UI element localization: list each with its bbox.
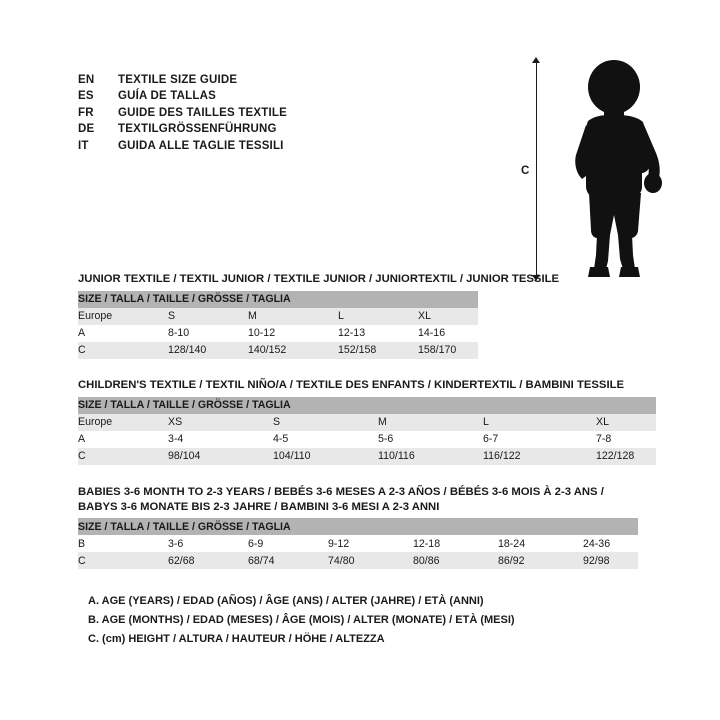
row-cell: 86/92 <box>498 552 583 569</box>
row-cell: 128/140 <box>168 342 248 359</box>
language-title-block <box>78 74 287 156</box>
language-row <box>78 140 287 156</box>
column-head: XS <box>168 414 273 431</box>
row-cell: 104/110 <box>273 448 378 465</box>
column-head: M <box>248 308 338 325</box>
footnote: C. (cm) HEIGHT / ALTURA / HAUTEUR / HÖHE / ALTEZZA <box>88 633 385 645</box>
table-row <box>78 342 478 359</box>
language-title: TEXTILE SIZE GUIDE <box>118 74 238 86</box>
column-head-region: Europe <box>78 308 168 325</box>
section-title-line2: BABYS 3-6 MONATE BIS 2-3 JAHRE / BAMBINI 3-6 MESI A 2-3 ANNI <box>78 500 440 513</box>
row-label: B <box>78 535 168 552</box>
table-column-header <box>78 308 478 325</box>
section-title: CHILDREN'S TEXTILE / TEXTIL NIÑO/A / TEXTILE DES ENFANTS / KINDERTEXTIL / BAMBINI TESSILE <box>78 379 625 391</box>
table-column-header <box>78 414 656 431</box>
row-cell: 80/86 <box>413 552 498 569</box>
measure-axis-line <box>536 61 537 279</box>
row-cell: 158/170 <box>418 342 478 359</box>
row-cell: 12-18 <box>413 535 498 552</box>
table-band-header <box>78 291 478 308</box>
babies-size-table <box>78 518 638 569</box>
row-cell: 8-10 <box>168 325 248 342</box>
language-row <box>78 107 287 123</box>
section-title: JUNIOR TEXTILE / TEXTIL JUNIOR / TEXTILE JUNIOR / JUNIORTEXTIL / JUNIOR TESSILE <box>78 273 560 285</box>
column-head: L <box>338 308 418 325</box>
table-band-header <box>78 518 638 535</box>
language-title: GUIDE DES TAILLES TEXTILE <box>118 106 287 119</box>
row-label: A <box>78 431 168 448</box>
language-row <box>78 90 287 106</box>
row-cell: 3-6 <box>168 535 248 552</box>
column-head-region: Europe <box>78 414 168 431</box>
table-band-header <box>78 397 656 414</box>
language-title: GUÍA DE TALLAS <box>118 90 216 103</box>
row-cell: 14-16 <box>418 325 478 342</box>
row-cell: 152/158 <box>338 342 418 359</box>
section-title <box>78 485 638 514</box>
measure-label-c: C <box>518 163 532 179</box>
row-cell: 24-36 <box>583 535 638 552</box>
section-title-line1: BABIES 3-6 MONTH TO 2-3 YEARS / BEBÉS 3-6 MESES A 2-3 AÑOS / BÉBÉS 3-6 MOIS À 2-3 ANS / <box>78 486 604 498</box>
column-head: L <box>483 414 596 431</box>
row-cell: 92/98 <box>583 552 638 569</box>
column-head: XL <box>596 414 656 431</box>
column-head: S <box>273 414 378 431</box>
column-head: M <box>378 414 483 431</box>
row-cell: 6-7 <box>483 431 596 448</box>
section-babies <box>78 485 638 569</box>
table-row <box>78 431 656 448</box>
band-label: SIZE / TALLA / TAILLE / GRÖSSE / TAGLIA <box>78 397 656 414</box>
section-children <box>78 378 656 465</box>
row-label: C <box>78 448 168 465</box>
row-cell: 62/68 <box>168 552 248 569</box>
table-row <box>78 448 656 465</box>
table-row <box>78 552 638 569</box>
language-row <box>78 74 287 90</box>
row-label: C <box>78 342 168 359</box>
language-code: DE <box>78 123 95 136</box>
language-row <box>78 123 287 139</box>
language-title: GUIDA ALLE TAGLIE TESSILI <box>118 139 284 152</box>
row-cell: 74/80 <box>328 552 413 569</box>
language-code: ES <box>78 90 94 103</box>
row-cell: 5-6 <box>378 431 483 448</box>
measure-arrow-up-icon <box>532 57 540 63</box>
footnotes-block <box>88 592 515 649</box>
row-cell: 7-8 <box>596 431 656 448</box>
row-cell: 140/152 <box>248 342 338 359</box>
column-head: S <box>168 308 248 325</box>
footnote: A. AGE (YEARS) / EDAD (AÑOS) / ÂGE (ANS) / ALTER (JAHRE) / ETÀ (ANNI) <box>88 595 484 607</box>
footnote: B. AGE (MONTHS) / EDAD (MESES) / ÂGE (MOIS) / ALTER (MONATE) / ETÀ (MESI) <box>88 614 515 626</box>
language-code: IT <box>78 139 89 152</box>
row-cell: 4-5 <box>273 431 378 448</box>
band-label: SIZE / TALLA / TAILLE / GRÖSSE / TAGLIA <box>78 291 478 308</box>
table-row <box>78 535 638 552</box>
row-cell: 9-12 <box>328 535 413 552</box>
row-cell: 68/74 <box>248 552 328 569</box>
language-code: FR <box>78 106 94 119</box>
language-title: TEXTILGRÖSSENFÜHRUNG <box>118 123 277 136</box>
row-cell: 110/116 <box>378 448 483 465</box>
section-junior <box>78 272 559 359</box>
children-size-table <box>78 397 656 465</box>
row-cell: 10-12 <box>248 325 338 342</box>
row-cell: 116/122 <box>483 448 596 465</box>
row-cell: 3-4 <box>168 431 273 448</box>
child-silhouette-icon <box>548 55 678 281</box>
column-head: XL <box>418 308 478 325</box>
row-label: A <box>78 325 168 342</box>
height-figure <box>500 55 700 285</box>
row-cell: 12-13 <box>338 325 418 342</box>
row-cell: 18-24 <box>498 535 583 552</box>
junior-size-table <box>78 291 478 359</box>
band-label: SIZE / TALLA / TAILLE / GRÖSSE / TAGLIA <box>78 518 638 535</box>
language-code: EN <box>78 74 95 86</box>
row-cell: 6-9 <box>248 535 328 552</box>
row-label: C <box>78 552 168 569</box>
row-cell: 98/104 <box>168 448 273 465</box>
row-cell: 122/128 <box>596 448 656 465</box>
table-row <box>78 325 478 342</box>
